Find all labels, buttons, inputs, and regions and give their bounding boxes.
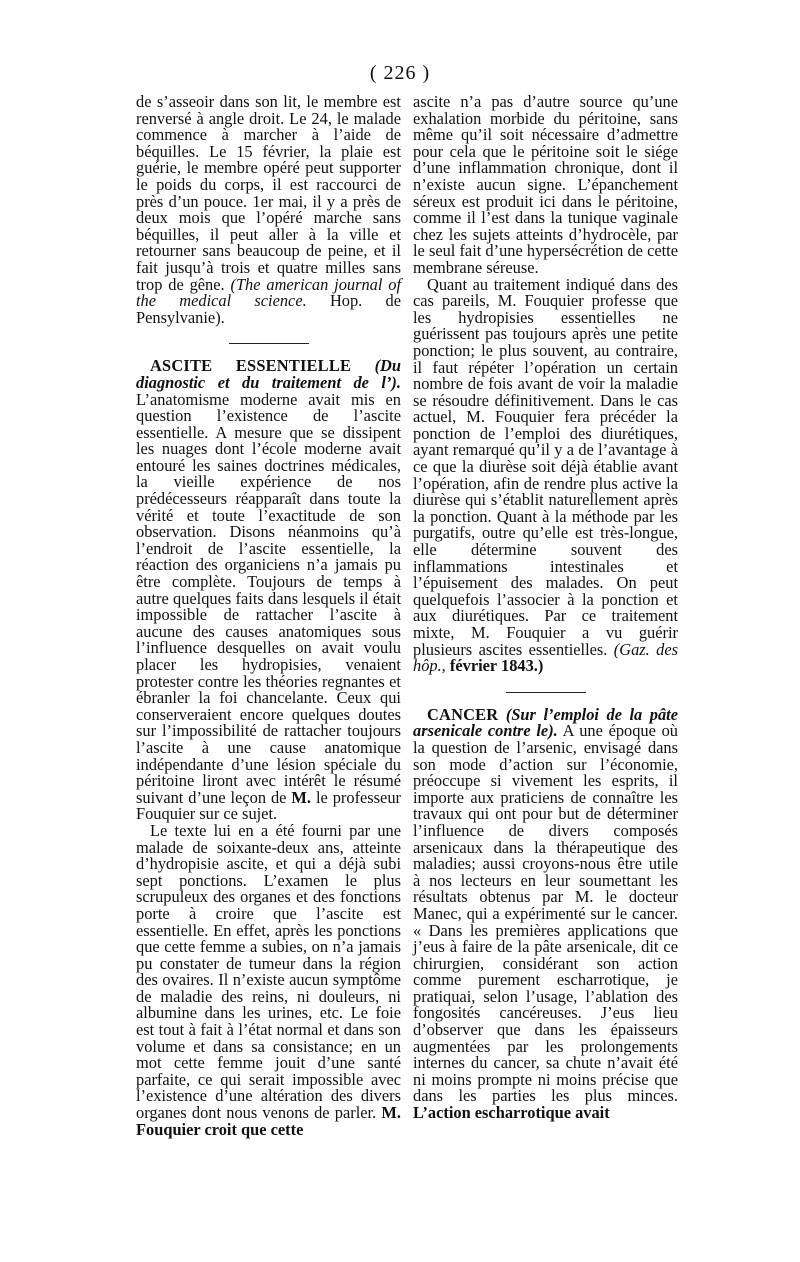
text: de s’asseoir dans son lit, le membre est renversé à angle droit. Le 24, le malade commence à marcher à l’aide de béquilles. Le 15 février, la plaie est guérie, le membre opéré peut supporter le poids du corps, il est raccourci de près d’un pouce. 1er mai, il y a près de deux mois que l’opéré marche sans béquilles, il peut aller à la ville et retourner sans beaucoup de peine, et il fait jusqu’à trois et quatre milles sans trop de gêne. xyxy=(136,92,401,294)
paragraph xyxy=(136,94,401,326)
article-title: ASCITE ESSENTIELLE xyxy=(150,356,352,376)
text-bold: M. xyxy=(291,787,311,807)
paragraph xyxy=(136,820,401,1139)
paragraph xyxy=(413,274,678,676)
text-bold: L’action escharrotique avait xyxy=(413,1103,610,1123)
text-bold: M. Fouquier croit que cette xyxy=(136,1103,401,1139)
article-title: CANCER xyxy=(427,704,499,724)
article-cancer xyxy=(413,704,678,1123)
text: le professeur Fouquier sur ce sujet. xyxy=(136,787,401,824)
article-ascite xyxy=(136,358,401,823)
page-number: ( 226 ) xyxy=(369,62,431,84)
article-subtitle: (Du diagnostic et du traitement de l’). xyxy=(136,356,401,392)
section-divider xyxy=(506,692,586,693)
source-citation-tail: février 1843.) xyxy=(449,656,544,676)
text: Le texte lui en a été fourni par une malade de soixante-deux ans, atteinte d’hydropisie ascite, et qui a déjà subi sept ponctions. L’examen le plus scrupuleux des organes et des fonctions porte à croire que l’ascite est essentielle. En effet, après les ponctions que cette femme a subies, on n’a jamais pu constater de tumeur dans la région des ovaires. Il n’existe aucun symptôme de maladie des reins, ni douleurs, ni albumine dans les urines, etc. Le foie est tout à fait à l’état normal et dans son volume et dans sa consistance; en un mot cette femme jouit d’une santé parfaite, ce qui serait impossible avec l’existence d’une altération des divers organes dont nous venons de parler. xyxy=(136,820,401,1123)
source-citation-tail: Hop. de Pensylvanie). xyxy=(136,291,401,327)
text: A une époque où la question de l’arsenic, envisagé dans son mode d’action sur l’économie, préoccupe si vivement les esprits, il importe aux praticiens de connaître les travaux qui ont pour but de déterminer l’influence de divers composés arsenicaux dans la thérapeutique des maladies; aussi croyons-nous être utile à nos lecteurs en leur soumettant les résultats obtenus par M. le docteur Manec, qui a expérimenté sur le cancer. « Dans les premières applications que j’eus à faire de la pâte arsenicale, dit ce chirurgien, considérant son action comme purement escharrotique, je pratiquai, selon l’usage, l’ablation des fongosités cancéreuses. J’eus lieu d’observer que dans les épaisseurs augmentées par les prolongements internes du cancer, sa chute n’avait été ni moins prompte ni moins précise que dans les parties les plus minces. xyxy=(413,721,678,1106)
text: L’anatomisme moderne avait mis en question l’existence de l’ascite essentielle. A mesure que se dissipent les nuages dont l’école moderne avait entouré les saines doctrines médicales, la vieille expérience de nos prédécesseurs réapparaît dans toute la vérité et toute l’exactitude de son observation. Disons néanmoins qu’à l’endroit de l’ascite essentielle, la réaction des organiciens n’a jamais pu être complète. Toujours de temps à autre quelques faits dans lesquels il était impossible de rattacher l’ascite à aucune des causes anatomiques sous l’influence desquelles on avait voulu placer les hydropisies, venaient protester contre les théories regnantes et ébranler la foi chancelante. Ceux qui conserveraient encore quelques doutes sur l’impossibilité de rattacher toujours l’ascite à une cause anatomique indépendante d’une lésion spéciale du péritoine liront avec intérêt le résumé suivant d’une leçon de xyxy=(136,389,401,807)
article-subtitle: (Sur l’emploi de la pâte arsenicale contre le). xyxy=(413,704,678,741)
paragraph: ascite n’a pas d’autre source qu’une exhalation morbide du péritoine, sans même qu’il soit nécessaire d’admettre pour cela que le péritoine soit le siége d’une inflammation chronique, dont il n’existe aucun signe. L’épanchement séreux est produit ici dans le péritoine, comme il l’est dans la tunique vaginale chez les sujets atteints d’hydrocèle, par le seul fait d’une hypersécrétion de cette membrane séreuse. xyxy=(413,92,678,277)
text: Quant au traitement indiqué dans des cas pareils, M. Fouquier professe que les hydropisies essentielles ne guérissent pas toujours après une petite ponction; le plus souvent, au contraire, il faut répéter l’opération un certain nombre de fois avant de voir la maladie se résoudre définitivement. Dans le cas actuel, M. Fouquier fera précéder la ponction de l’emploi des diurétiques, ayant remarqué qu’il y a de l’avantage à ce que la diurèse soit déjà établie avant l’opération, afin de rendre plus active la diurèse qui s’établit naturellement après la ponction. Quant à la méthode par les purgatifs, outre qu’elle est très-longue, elle détermine souvent des inflammations intestinales et l’épuisement des malades. On peut quelquefois l’associer à la ponction et aux diurétiques. Par ce traitement mixte, M. Fouquier a vu guérir plusieurs ascites essentielles. xyxy=(413,274,678,659)
section-divider xyxy=(229,343,309,344)
source-citation: (The american journal of the medical science. xyxy=(136,274,402,311)
right-column xyxy=(413,94,678,1122)
source-citation: (Gaz. des hôp., xyxy=(413,639,678,676)
left-column xyxy=(136,94,401,1138)
